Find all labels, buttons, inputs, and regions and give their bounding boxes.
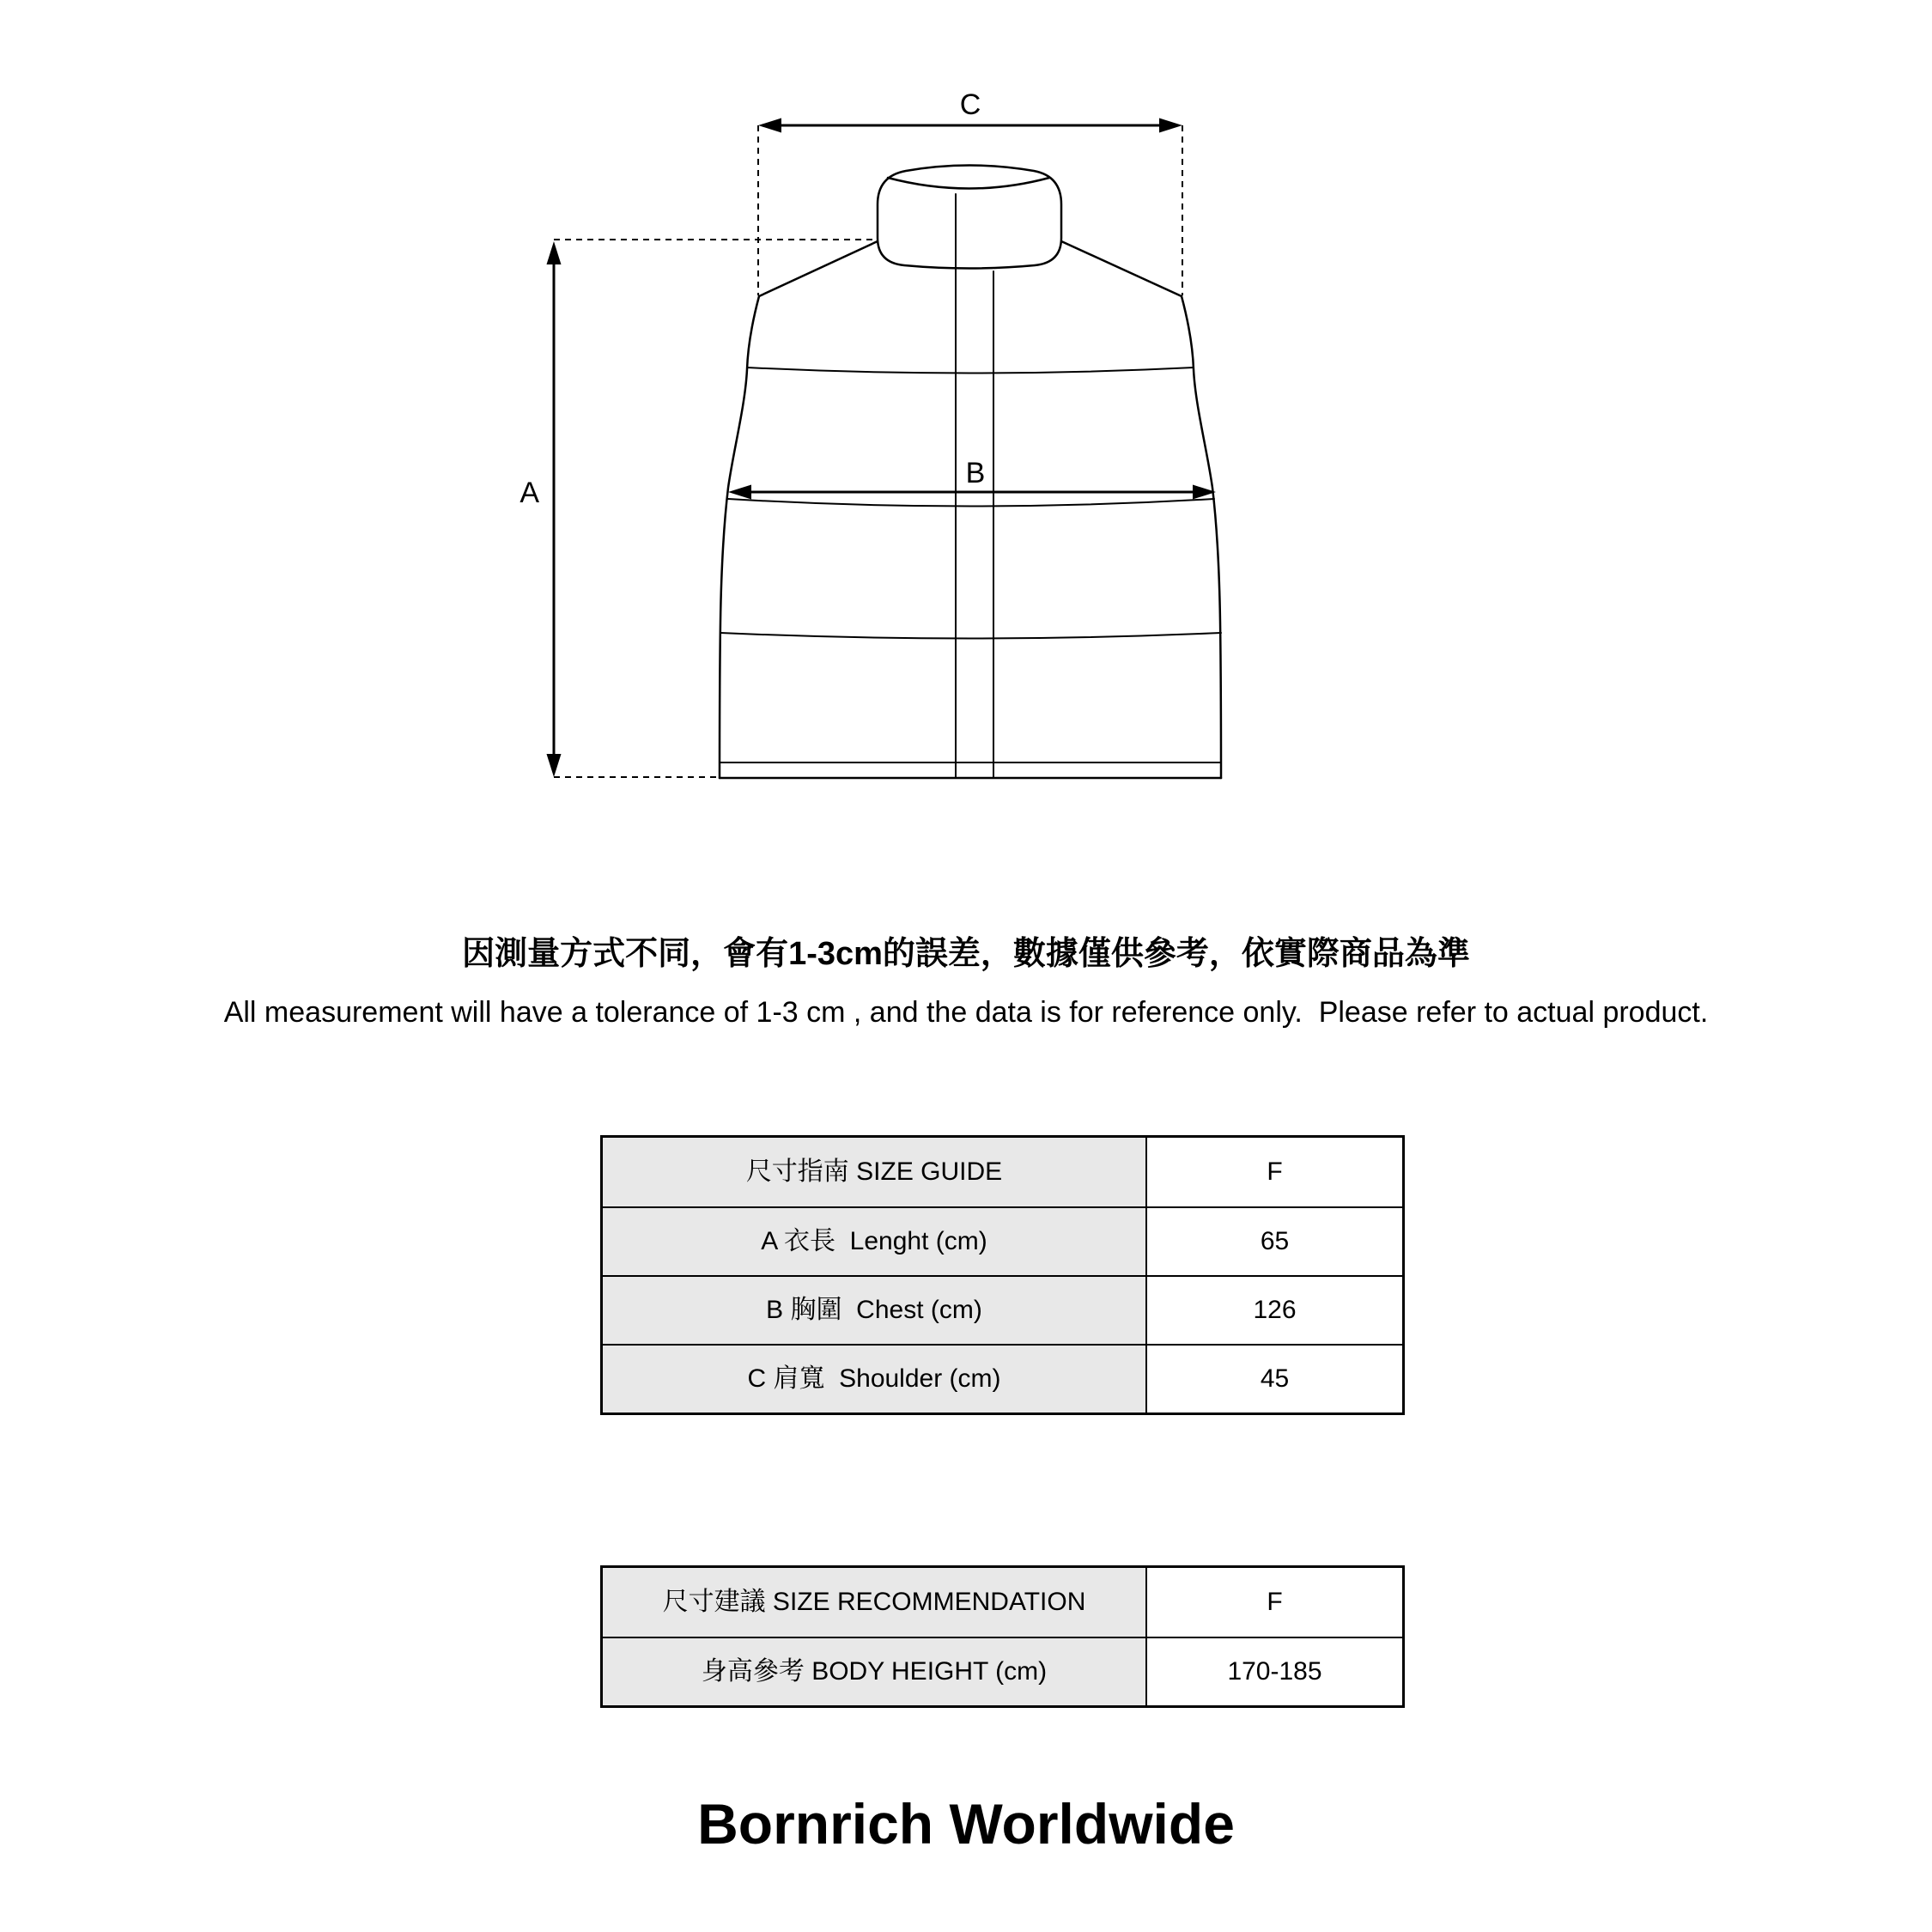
table-header-row	[603, 1568, 1402, 1637]
chest-row-label: B 胸圍 Chest (cm)	[603, 1277, 1147, 1344]
length-row-label: A 衣長 Lenght (cm)	[603, 1208, 1147, 1275]
shoulder-row-value: 45	[1147, 1346, 1402, 1413]
length-row-value: 65	[1147, 1208, 1402, 1275]
dashed-guides	[554, 125, 1182, 777]
shoulder-row-label: C 肩寬 Shoulder (cm)	[603, 1346, 1147, 1413]
arrowhead-left-icon	[758, 118, 781, 133]
chest-row-value: 126	[1147, 1277, 1402, 1344]
table-row	[603, 1206, 1402, 1275]
arrowhead-left-icon	[728, 485, 751, 500]
quilt-seam-3	[720, 633, 1221, 639]
tolerance-note-zh: 因測量方式不同，會有1-3cm的誤差，數據僅供參考，依實際商品為準	[462, 936, 1470, 972]
quilt-seam-1	[747, 368, 1194, 374]
left-shoulder-slope	[759, 241, 878, 296]
size-guide-header-label: 尺寸指南 SIZE GUIDE	[603, 1138, 1147, 1206]
arrowhead-top-icon	[547, 241, 562, 264]
vest-measurement-diagram	[481, 69, 1254, 841]
arrowhead-bottom-icon	[547, 754, 562, 777]
chest-label: B	[965, 457, 986, 489]
table-header-row	[603, 1138, 1402, 1206]
size-recommendation-header-value: F	[1147, 1568, 1402, 1637]
body-height-row-value: 170-185	[1147, 1638, 1402, 1705]
length-arrow	[547, 241, 562, 777]
body-height-row-label: 身高參考 BODY HEIGHT (cm)	[603, 1638, 1147, 1705]
size-recommendation-table	[600, 1565, 1405, 1708]
length-label: A	[519, 477, 539, 509]
measure-arrows	[547, 118, 1217, 778]
tolerance-note-en: All measurement will have a tolerance of 1-3 cm , and the data is for reference only. Please refer to actual product.	[223, 996, 1709, 1029]
arrowhead-right-icon	[1159, 118, 1182, 133]
right-shoulder-slope	[1061, 241, 1182, 296]
table-row	[603, 1344, 1402, 1413]
collar-opening-curve	[888, 178, 1049, 189]
table-row	[603, 1637, 1402, 1705]
brand-name: Bornrich Worldwide	[697, 1792, 1235, 1856]
quilt-seam-2	[728, 499, 1214, 507]
size-guide-header-value: F	[1147, 1138, 1402, 1206]
size-guide-table	[600, 1135, 1405, 1415]
size-recommendation-header-label: 尺寸建議 SIZE RECOMMENDATION	[603, 1568, 1147, 1637]
shoulder-label: C	[959, 88, 981, 121]
table-row	[603, 1275, 1402, 1344]
